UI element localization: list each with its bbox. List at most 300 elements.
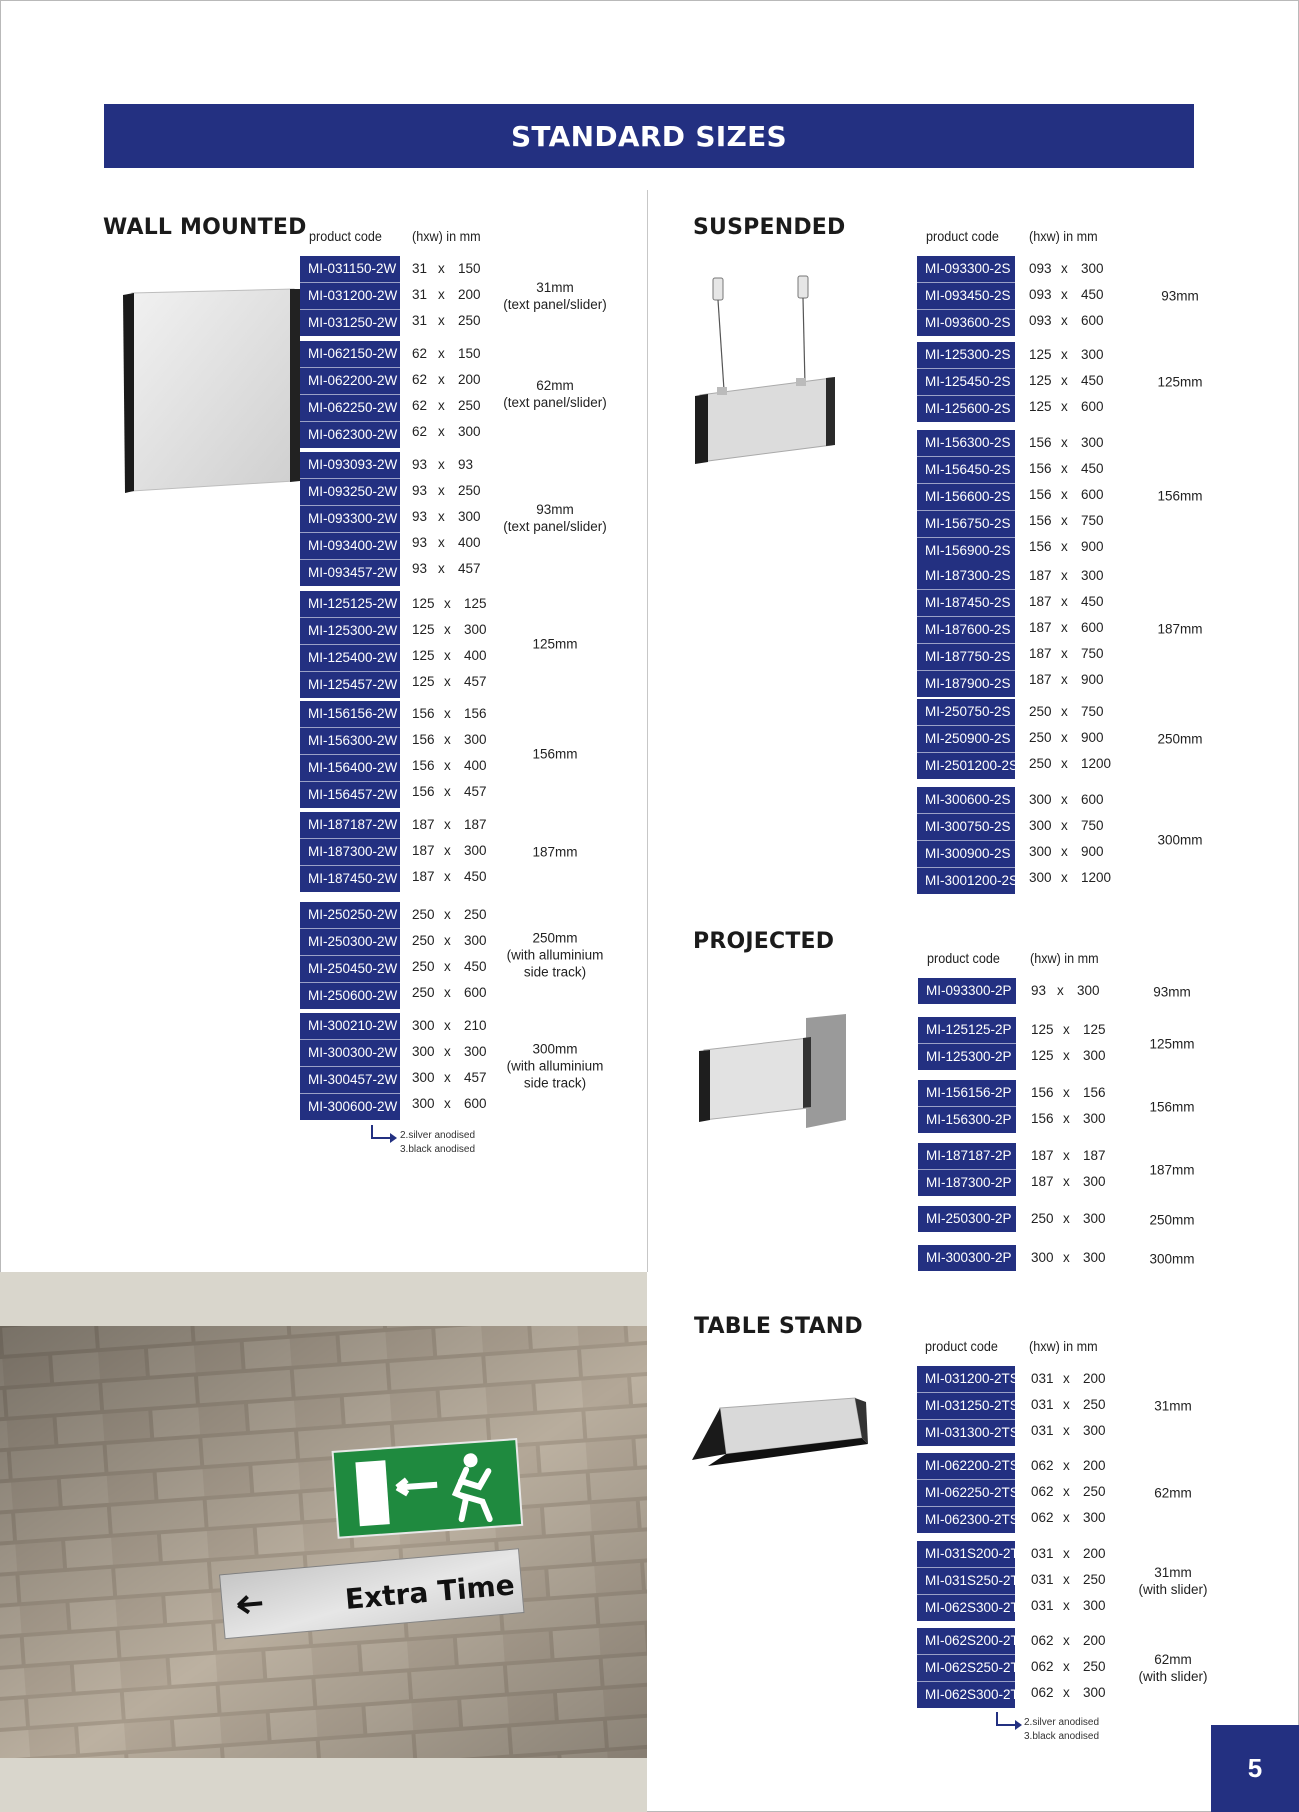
- product-code: MI-062S300-2TS: [917, 1681, 1015, 1708]
- product-code: MI-062250-2W: [300, 394, 400, 421]
- times-sign: x: [1061, 870, 1068, 885]
- times-sign: x: [1063, 1022, 1070, 1037]
- width-value: 200: [458, 372, 481, 387]
- height-value: 300: [412, 1044, 435, 1059]
- product-code: MI-156450-2S: [917, 456, 1015, 483]
- product-code: MI-093300-2S: [925, 261, 1011, 276]
- product-code: MI-2501200-2S: [917, 752, 1015, 779]
- times-sign: x: [444, 648, 451, 663]
- product-code: MI-125450-2S: [917, 368, 1015, 395]
- times-sign: x: [444, 758, 451, 773]
- size-note-line: 31mm: [1154, 1565, 1192, 1580]
- width-value: 1200: [1081, 870, 1112, 885]
- height-value: 93: [1031, 983, 1047, 998]
- times-sign: x: [444, 869, 451, 884]
- width-value: 400: [458, 535, 481, 550]
- title-banner: [104, 104, 1194, 168]
- size-note-line: 31mm: [1154, 1398, 1192, 1414]
- times-sign: x: [1061, 513, 1068, 528]
- times-sign: x: [1061, 347, 1068, 362]
- width-value: 450: [464, 959, 487, 974]
- size-note: [507, 930, 604, 981]
- height-value: 125: [412, 648, 435, 663]
- height-value: 156: [1029, 539, 1052, 554]
- height-value: 156: [1029, 435, 1052, 450]
- width-value: 187: [1083, 1148, 1106, 1163]
- times-sign: x: [1063, 1685, 1070, 1700]
- height-value: 250: [1029, 730, 1052, 745]
- width-value: 300: [1083, 1211, 1106, 1226]
- photo-sign-text: Extra Time: [343, 1568, 516, 1616]
- height-value: 125: [1029, 399, 1052, 414]
- size-note-line: 300mm: [1157, 832, 1203, 848]
- height-value: 250: [1031, 1211, 1054, 1226]
- product-code: MI-031200-2W: [300, 282, 400, 309]
- times-sign: x: [1063, 1085, 1070, 1100]
- times-sign: x: [1057, 983, 1064, 998]
- times-sign: x: [444, 1096, 451, 1111]
- size-note: [1138, 1651, 1207, 1685]
- size-note-line: 250mm: [1157, 731, 1203, 747]
- height-value: 062: [1031, 1633, 1054, 1648]
- product-code-column: [300, 812, 400, 892]
- width-value: 900: [1081, 730, 1104, 745]
- times-sign: x: [1061, 594, 1068, 609]
- product-code: MI-300900-2S: [917, 840, 1015, 867]
- width-value: 300: [1083, 1048, 1106, 1063]
- product-code-column: [917, 1366, 1019, 1446]
- width-value: 457: [458, 561, 481, 576]
- product-code: MI-062300-2W: [300, 421, 400, 448]
- product-code: MI-125125-2P: [926, 1022, 1012, 1037]
- size-note-line: 62mm: [1154, 1485, 1192, 1501]
- size-note-line: 156mm: [532, 746, 578, 762]
- height-value: 300: [412, 1070, 435, 1085]
- times-sign: x: [1061, 373, 1068, 388]
- product-code: MI-093457-2W: [300, 559, 400, 586]
- product-code-column: [917, 1541, 1028, 1621]
- width-value: 93: [458, 457, 474, 472]
- product-code: MI-187187-2W: [308, 817, 398, 832]
- product-code: MI-156156-2P: [926, 1085, 1012, 1100]
- width-value: 250: [458, 483, 481, 498]
- footnote-silver: 2.silver anodised: [400, 1130, 476, 1141]
- times-sign: x: [444, 1070, 451, 1085]
- brick-wall-image: [0, 1326, 647, 1758]
- page-title: STANDARD SIZES: [510, 119, 788, 153]
- height-value: 93: [412, 509, 428, 524]
- times-sign: x: [1061, 399, 1068, 414]
- header-dimensions: (hxw) in mm: [412, 228, 481, 244]
- footnote: [1024, 1716, 1099, 1744]
- width-value: 300: [1083, 1598, 1106, 1613]
- photo-bottom-band: [0, 1758, 647, 1812]
- height-value: 031: [1031, 1546, 1054, 1561]
- times-sign: x: [1061, 646, 1068, 661]
- width-value: 200: [1083, 1633, 1106, 1648]
- height-value: 062: [1031, 1484, 1054, 1499]
- suspended-sign-image: [692, 270, 842, 470]
- width-value: 250: [1083, 1484, 1106, 1499]
- times-sign: x: [444, 907, 451, 922]
- times-sign: x: [1063, 1048, 1070, 1063]
- width-value: 125: [1083, 1022, 1106, 1037]
- height-value: 093: [1029, 287, 1052, 302]
- product-code: MI-093250-2W: [300, 478, 400, 505]
- product-code: MI-300300-2P: [926, 1250, 1012, 1265]
- height-value: 187: [412, 843, 435, 858]
- footnote-arrow-icon: [993, 1712, 1023, 1732]
- width-value: 250: [464, 907, 487, 922]
- product-code: MI-250900-2S: [917, 725, 1015, 752]
- section-title-table-stand: TABLE STAND: [694, 1314, 863, 1339]
- height-value: 31: [412, 261, 428, 276]
- size-note: [1157, 832, 1202, 849]
- product-code: MI-062300-2TS: [917, 1506, 1015, 1533]
- times-sign: x: [444, 674, 451, 689]
- product-code: MI-300750-2S: [917, 813, 1015, 840]
- times-sign: x: [1063, 1148, 1070, 1163]
- product-code: MI-062S300-2TS: [917, 1594, 1015, 1621]
- height-value: 125: [1029, 373, 1052, 388]
- wall-mounted-sign-image: [118, 285, 308, 495]
- product-code: MI-187900-2S: [917, 670, 1015, 697]
- times-sign: x: [1063, 1546, 1070, 1561]
- width-value: 187: [464, 817, 487, 832]
- width-value: 457: [464, 1070, 487, 1085]
- width-value: 450: [1081, 287, 1104, 302]
- product-code: MI-156900-2S: [917, 537, 1015, 564]
- times-sign: x: [438, 287, 445, 302]
- product-code: MI-250250-2W: [308, 907, 398, 922]
- size-note-line: 300mm: [1149, 1251, 1195, 1267]
- times-sign: x: [1061, 730, 1068, 745]
- times-sign: x: [1061, 487, 1068, 502]
- width-value: 200: [458, 287, 481, 302]
- times-sign: x: [438, 372, 445, 387]
- width-value: 900: [1081, 844, 1104, 859]
- times-sign: x: [1061, 704, 1068, 719]
- width-value: 900: [1081, 539, 1104, 554]
- product-code: MI-187750-2S: [917, 643, 1015, 670]
- size-note-line: 93mm: [536, 502, 574, 517]
- height-value: 187: [412, 817, 435, 832]
- times-sign: x: [1061, 818, 1068, 833]
- photo-top-band: [0, 1272, 647, 1326]
- product-code: MI-031S250-2TS: [917, 1567, 1015, 1594]
- width-value: 250: [1083, 1397, 1106, 1412]
- size-note: [1149, 1212, 1194, 1229]
- size-note: [1149, 1099, 1194, 1116]
- product-code: MI-031150-2W: [308, 261, 397, 276]
- times-sign: x: [438, 483, 445, 498]
- product-code: MI-3001200-2S: [917, 867, 1015, 894]
- product-code: MI-187300-2W: [300, 838, 400, 865]
- size-note-line: (with alluminium: [506, 1058, 604, 1074]
- times-sign: x: [444, 1044, 451, 1059]
- times-sign: x: [1061, 568, 1068, 583]
- height-value: 031: [1031, 1397, 1054, 1412]
- product-code: MI-062S200-2TS: [925, 1633, 1028, 1648]
- size-note: [1157, 374, 1202, 391]
- width-value: 300: [464, 732, 487, 747]
- size-note: [1154, 1485, 1192, 1502]
- height-value: 125: [412, 596, 435, 611]
- width-value: 750: [1081, 818, 1104, 833]
- section-title-wall-mounted: WALL MOUNTED: [103, 215, 307, 240]
- footnote-black: 3.black anodised: [1024, 1731, 1100, 1742]
- height-value: 125: [1029, 347, 1052, 362]
- width-value: 750: [1081, 513, 1104, 528]
- height-value: 062: [1031, 1458, 1054, 1473]
- times-sign: x: [1061, 620, 1068, 635]
- width-value: 300: [1083, 1423, 1106, 1438]
- height-value: 031: [1031, 1371, 1054, 1386]
- times-sign: x: [1063, 1572, 1070, 1587]
- times-sign: x: [444, 985, 451, 1000]
- times-sign: x: [1063, 1397, 1070, 1412]
- size-note: [1157, 621, 1202, 638]
- product-code: MI-125125-2W: [308, 596, 398, 611]
- size-note-line: 187mm: [1149, 1162, 1195, 1178]
- size-note-line: 250mm: [1149, 1212, 1195, 1228]
- width-value: 300: [1083, 1685, 1106, 1700]
- width-value: 300: [1081, 347, 1104, 362]
- size-note-line: 62mm: [1154, 1652, 1192, 1667]
- times-sign: x: [1063, 1633, 1070, 1648]
- size-note: [503, 377, 607, 411]
- product-code: MI-031250-2W: [300, 309, 400, 336]
- product-code: MI-031250-2TS: [917, 1392, 1015, 1419]
- product-code: MI-125300-2W: [300, 617, 400, 644]
- width-value: 450: [1081, 594, 1104, 609]
- times-sign: x: [1063, 1458, 1070, 1473]
- times-sign: x: [1061, 672, 1068, 687]
- height-value: 125: [412, 622, 435, 637]
- height-value: 156: [1031, 1111, 1054, 1126]
- height-value: 300: [1031, 1250, 1054, 1265]
- product-code-column: [918, 978, 1016, 1004]
- width-value: 210: [464, 1018, 487, 1033]
- column-divider: [647, 190, 648, 1272]
- product-code: MI-062S250-2TS: [917, 1654, 1015, 1681]
- product-code: MI-093300-2P: [926, 983, 1012, 998]
- size-note-line: (with alluminium: [506, 947, 604, 963]
- times-sign: x: [444, 959, 451, 974]
- size-note-line: 156mm: [1157, 488, 1203, 504]
- width-value: 457: [464, 674, 487, 689]
- width-value: 150: [458, 261, 481, 276]
- width-value: 300: [464, 933, 487, 948]
- times-sign: x: [1063, 1111, 1070, 1126]
- product-code: MI-093093-2W: [308, 457, 398, 472]
- times-sign: x: [1063, 1598, 1070, 1613]
- size-note: [1149, 1162, 1194, 1179]
- width-value: 750: [1081, 704, 1104, 719]
- footnote-silver: 2.silver anodised: [1024, 1717, 1100, 1728]
- times-sign: x: [444, 843, 451, 858]
- height-value: 156: [1029, 461, 1052, 476]
- footnote-black: 3.black anodised: [400, 1144, 476, 1155]
- product-code-column: [300, 452, 400, 586]
- times-sign: x: [438, 535, 445, 550]
- height-value: 156: [412, 784, 435, 799]
- product-code: MI-187450-2W: [300, 865, 400, 892]
- product-code: MI-300300-2W: [300, 1039, 400, 1066]
- times-sign: x: [438, 261, 445, 276]
- product-code: MI-031200-2TS: [925, 1371, 1019, 1386]
- product-code: MI-156156-2W: [308, 706, 398, 721]
- product-code: MI-187187-2P: [926, 1148, 1012, 1163]
- height-value: 300: [412, 1096, 435, 1111]
- size-note-line: 125mm: [1149, 1036, 1195, 1052]
- product-code: MI-156457-2W: [300, 781, 400, 808]
- height-value: 187: [1029, 568, 1052, 583]
- width-value: 300: [1081, 568, 1104, 583]
- product-code-column: [917, 699, 1019, 779]
- product-code: MI-250750-2S: [925, 704, 1011, 719]
- height-value: 300: [1029, 870, 1052, 885]
- header-product-code: product code: [925, 1338, 998, 1354]
- height-value: 62: [412, 346, 428, 361]
- product-code-column: [300, 256, 400, 336]
- times-sign: x: [444, 622, 451, 637]
- height-value: 250: [412, 985, 435, 1000]
- height-value: 187: [1031, 1174, 1054, 1189]
- width-value: 450: [1081, 373, 1104, 388]
- times-sign: x: [1061, 313, 1068, 328]
- times-sign: x: [1063, 1484, 1070, 1499]
- product-code: MI-300600-2W: [300, 1093, 400, 1120]
- times-sign: x: [438, 509, 445, 524]
- product-code-column: [917, 563, 1015, 697]
- height-value: 156: [412, 758, 435, 773]
- width-value: 400: [464, 648, 487, 663]
- product-code: MI-125300-2S: [925, 347, 1011, 362]
- product-code: MI-300600-2S: [925, 792, 1011, 807]
- product-code: MI-125600-2S: [917, 395, 1015, 422]
- height-value: 031: [1031, 1423, 1054, 1438]
- size-note-line: (text panel/slider): [503, 395, 607, 410]
- height-value: 156: [1031, 1085, 1054, 1100]
- width-value: 300: [1081, 435, 1104, 450]
- height-value: 156: [1029, 513, 1052, 528]
- height-value: 62: [412, 424, 428, 439]
- height-value: 31: [412, 313, 428, 328]
- size-note-line: 93mm: [1153, 984, 1191, 1000]
- size-note-line: 62mm: [536, 378, 574, 393]
- times-sign: x: [444, 933, 451, 948]
- header-dimensions: (hxw) in mm: [1029, 228, 1098, 244]
- table-stand-sign-image: [690, 1390, 870, 1470]
- width-value: 1200: [1081, 756, 1112, 771]
- height-value: 300: [1029, 792, 1052, 807]
- size-note: [1157, 488, 1202, 505]
- width-value: 300: [458, 509, 481, 524]
- product-code: MI-031S200-2TS: [925, 1546, 1028, 1561]
- width-value: 156: [464, 706, 487, 721]
- product-code: MI-062150-2W: [308, 346, 398, 361]
- height-value: 300: [1029, 844, 1052, 859]
- product-code: MI-187300-2P: [918, 1169, 1016, 1196]
- exit-sign-photo: [0, 1326, 647, 1758]
- width-value: 125: [464, 596, 487, 611]
- footnote: [400, 1129, 475, 1157]
- times-sign: x: [1063, 1250, 1070, 1265]
- height-value: 156: [412, 706, 435, 721]
- product-code: MI-300457-2W: [300, 1066, 400, 1093]
- times-sign: x: [444, 817, 451, 832]
- width-value: 300: [464, 622, 487, 637]
- times-sign: x: [444, 596, 451, 611]
- product-code: MI-250300-2P: [926, 1211, 1012, 1226]
- height-value: 250: [412, 907, 435, 922]
- product-code: MI-093300-2W: [300, 505, 400, 532]
- times-sign: x: [444, 1018, 451, 1033]
- size-note: [532, 844, 577, 861]
- size-note-line: (with slider): [1138, 1582, 1208, 1597]
- footnote-arrow-icon: [368, 1125, 398, 1145]
- height-value: 125: [1031, 1048, 1054, 1063]
- height-value: 031: [1031, 1598, 1054, 1613]
- section-title-projected: PROJECTED: [693, 929, 835, 954]
- times-sign: x: [438, 398, 445, 413]
- section-title-suspended: SUSPENDED: [693, 215, 846, 240]
- product-code: MI-031300-2TS: [917, 1419, 1015, 1446]
- width-value: 600: [1081, 792, 1104, 807]
- size-note: [1149, 1251, 1194, 1268]
- width-value: 200: [1083, 1458, 1106, 1473]
- product-code-column: [918, 1245, 1016, 1271]
- times-sign: x: [1063, 1174, 1070, 1189]
- height-value: 187: [1029, 620, 1052, 635]
- size-note: [1149, 1036, 1194, 1053]
- product-code-column: [917, 430, 1015, 564]
- product-code-column: [918, 1017, 1016, 1070]
- product-code-column: [917, 1628, 1028, 1708]
- header-product-code: product code: [926, 228, 999, 244]
- product-code: MI-125400-2W: [300, 644, 400, 671]
- product-code-column: [917, 342, 1015, 422]
- height-value: 062: [1031, 1659, 1054, 1674]
- width-value: 300: [1081, 261, 1104, 276]
- product-code: MI-125457-2W: [300, 671, 400, 698]
- height-value: 156: [1029, 487, 1052, 502]
- product-code: MI-093400-2W: [300, 532, 400, 559]
- product-code: MI-156750-2S: [917, 510, 1015, 537]
- times-sign: x: [1063, 1423, 1070, 1438]
- height-value: 062: [1031, 1685, 1054, 1700]
- width-value: 457: [464, 784, 487, 799]
- product-code-column: [300, 341, 400, 448]
- times-sign: x: [444, 706, 451, 721]
- width-value: 250: [1083, 1659, 1106, 1674]
- size-note-line: (text panel/slider): [503, 297, 607, 312]
- width-value: 450: [1081, 461, 1104, 476]
- times-sign: x: [1063, 1510, 1070, 1525]
- times-sign: x: [1061, 756, 1068, 771]
- size-note: [1157, 731, 1202, 748]
- times-sign: x: [1061, 261, 1068, 276]
- times-sign: x: [438, 424, 445, 439]
- size-note: [503, 501, 607, 535]
- height-value: 93: [412, 457, 428, 472]
- width-value: 200: [1083, 1546, 1106, 1561]
- width-value: 600: [1081, 620, 1104, 635]
- size-note-line: side track): [523, 964, 587, 980]
- times-sign: x: [1061, 287, 1068, 302]
- height-value: 250: [1029, 756, 1052, 771]
